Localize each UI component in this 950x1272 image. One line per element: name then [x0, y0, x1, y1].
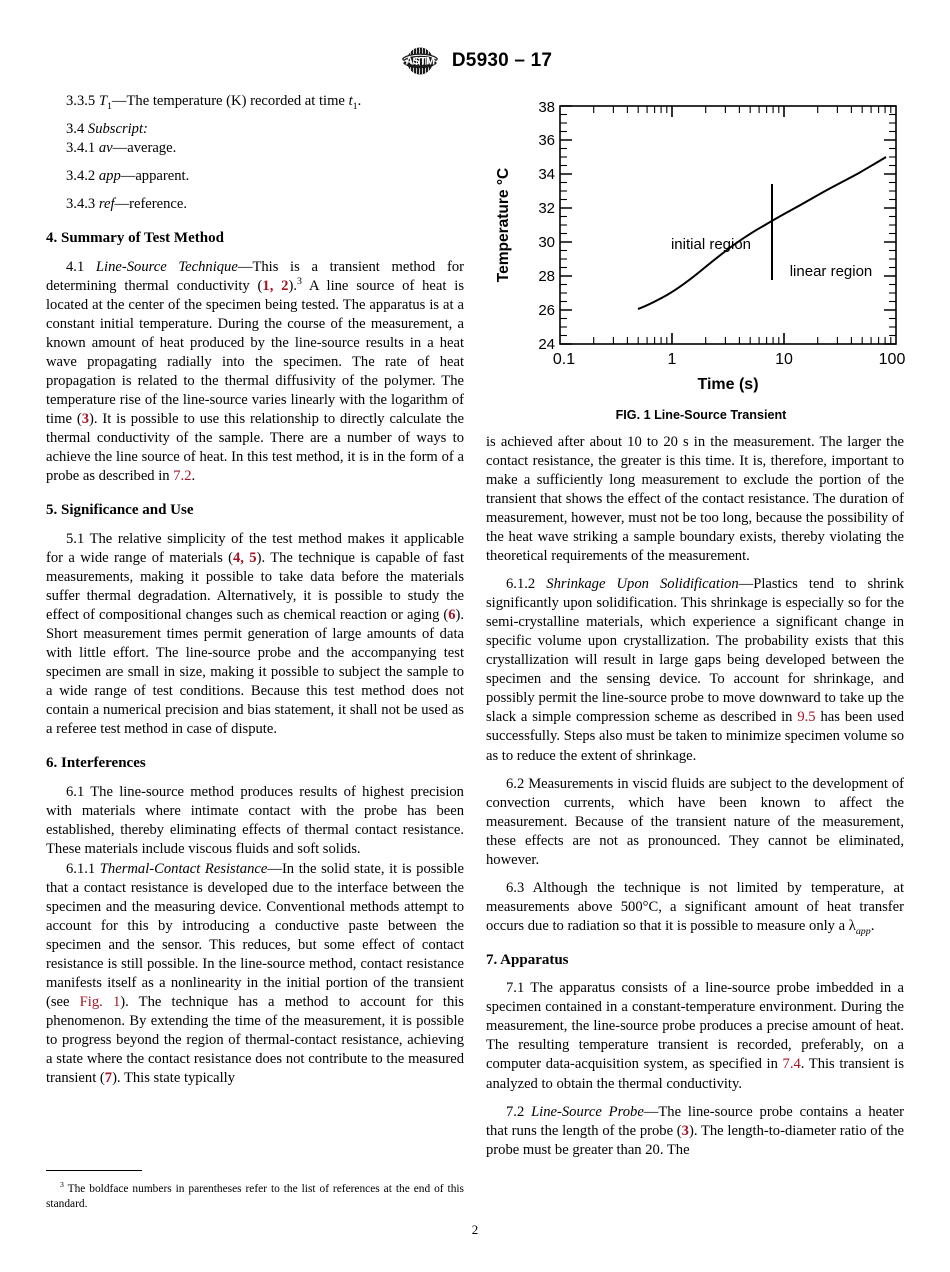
paragraph-text: ). — [288, 277, 297, 294]
paragraph-number: 3.4 — [66, 121, 88, 138]
paragraph-text: —average. — [112, 140, 177, 157]
paragraph-number: 6.3 — [506, 879, 533, 896]
paragraph-number: 7.2 — [506, 1103, 532, 1120]
svg-text:ASTM: ASTM — [405, 55, 435, 68]
paragraph-6-1-1 — [46, 860, 464, 1088]
paragraph-text: —The line-source probe contains a heater that runs the length of the probe ( — [486, 1103, 904, 1139]
paragraph-text: . This transient is analyzed to obtain the thermal conductivity. — [486, 1056, 904, 1092]
paragraph-text: —This is a transient method for determining thermal conductivity ( — [46, 258, 465, 294]
symbol-t-subscript: 1 — [352, 100, 358, 112]
paragraph-number: 3.3.5 — [66, 93, 99, 109]
footnote-text: The boldface numbers in parentheses refer to the list of references at the end of this standard. — [46, 1183, 464, 1210]
y-tick-labels — [538, 99, 555, 353]
paragraph-6-1-2 — [486, 575, 904, 765]
x-tick-labels — [553, 351, 906, 368]
paragraph-title: Shrinkage Upon Solidification — [546, 576, 739, 593]
section-heading-4: 4. Summary of Test Method — [46, 230, 224, 247]
svg-text:30: 30 — [538, 234, 555, 251]
paragraph-text: . — [191, 468, 196, 485]
footnote-separator — [46, 1170, 142, 1171]
svg-text:38: 38 — [538, 99, 555, 116]
paragraph-title: Line-Source Technique — [95, 258, 238, 275]
paragraph-text: Measurements in viscid fluids are subject to the development of convection currents, which have been known to affect the measurement. Because of the transient nature of the measurement, these effects are not as pronounced. They cannot be eliminated, however. — [486, 775, 905, 868]
term-av: av — [98, 140, 113, 157]
line-source-transient-chart — [486, 92, 916, 397]
paragraph-number: 6.1.2 — [506, 576, 547, 593]
reference-link-3[interactable]: 3 — [681, 1122, 689, 1139]
paragraph-6-2 — [486, 775, 904, 870]
paragraph-title: Subscript: — [87, 121, 148, 138]
left-text-column — [46, 92, 464, 1088]
footnote-number: 3 — [60, 1180, 64, 1190]
reference-link-4-5[interactable]: 4, 5 — [232, 549, 257, 566]
x-axis-title: Time (s) — [697, 376, 759, 393]
page-header — [0, 46, 950, 76]
figure-1 — [486, 92, 916, 422]
paragraph-text: The apparatus consists of a line-source probe imbedded in a specimen contained in a constant-temperature environment. During the measurement, the line-source probe produces a precise amount of heat. The resulting temperature transient is recorded, preferably, on a computer data-acquisition system, as specified in — [486, 980, 904, 1073]
paragraph-number: 3.4.1 — [66, 140, 99, 157]
svg-text:36: 36 — [538, 132, 555, 149]
paragraph-number: 6.1.1 — [66, 860, 100, 877]
paragraph-number: 5.1 — [66, 530, 90, 547]
cross-reference-7-4[interactable]: 7.4 — [782, 1056, 801, 1073]
symbol-t: t — [348, 93, 353, 109]
paragraph-number: 3.4.2 — [66, 168, 99, 185]
paragraph-text: ). The technique has a method to account for this phenomenon. By extending the time of the measurement, it is possible to progress beyond the region of thermal-contact resistance, achieving a state where the contact resistance does not contribute to the measured transient ( — [46, 993, 464, 1087]
svg-text:34: 34 — [538, 166, 555, 183]
paragraph-3-4-1 — [46, 139, 464, 158]
figure-caption: FIG. 1 Line-Source Transient — [615, 408, 787, 422]
paragraph-5-1 — [46, 530, 464, 739]
paragraph-3-4-3 — [46, 195, 464, 214]
astm-logo — [398, 46, 442, 76]
footnote-marker[interactable]: 3 — [296, 275, 302, 287]
paragraph-text-end: . — [357, 93, 362, 109]
svg-text:28: 28 — [538, 268, 555, 285]
term-app: app — [98, 168, 121, 185]
paragraph-number: 3.4.3 — [66, 196, 99, 213]
symbol-T-subscript: 1 — [106, 100, 112, 112]
paragraph-6-3 — [486, 879, 904, 936]
section-heading-7: 7. Apparatus — [486, 951, 569, 968]
right-text-column — [486, 433, 904, 1160]
paragraph-text: ). Short measurement times permit generation of large amounts of data with little effort. The line-source probe and the accompanying test specimen are small in size, making it possible to subject the sample to a wide range of test conditions. Because this test method does not contain a numerical precision and bias statement, it shall not be used as a referee test method in case of dispute. — [46, 606, 464, 737]
svg-text:100: 100 — [878, 351, 906, 368]
reference-link-3[interactable]: 3 — [81, 410, 89, 427]
y-axis-title: Temperature °C — [495, 167, 512, 283]
paragraph-text: The relative simplicity of the test method makes it applicable for a wide range of materials ( — [46, 530, 464, 566]
paragraph-3-4 — [46, 120, 464, 139]
section-heading-5: 5. Significance and Use — [46, 502, 194, 519]
chart-axes — [560, 106, 896, 344]
svg-text:1: 1 — [667, 351, 677, 368]
paragraph-text: has been used successfully. Steps also must be taken to minimize specimen volume so as to reduce the extent of shrinkage. — [486, 709, 904, 764]
reference-link-6[interactable]: 6 — [448, 606, 456, 623]
svg-text:26: 26 — [538, 302, 555, 319]
term-ref: ref — [98, 196, 115, 213]
paragraph-text: ). The length-to-diameter ratio of the probe must be greater than 20. The — [486, 1122, 904, 1158]
paragraph-text: —In the solid state, it is possible that a contact resistance is developed due to the interface between the specimen and the measuring device. Conventional methods attempt to account for this by introducing a conductive paste between the specimen and the sensor. This reduces, but some effect of contact resistance is still possible. In the line-source method, contact resistance manifests itself as a nonlinearity in the initial portion of the transient (see — [46, 860, 464, 1010]
paragraph-text: ). It is possible to use this relationship to directly calculate the thermal conductivity of the sample. There are a number of ways to achieve the line source of heat. In this test method, it is in the form of a probe as described in — [46, 410, 464, 485]
paragraph-text: —The temperature (K) recorded at time — [111, 93, 349, 109]
paragraph-text: A line source of heat is located at the center of the specimen being tested. The apparatus is at a constant initial temperature. During the course of the measurement, a known amount of heat produced by the line-source results in a heat wave propagating radially into the specimen. The rate of heat propagation is related to the thermal diffusivity of the polymer. The temperature rise of the line-source varies linearly with the logarithm of time ( — [46, 277, 464, 427]
paragraph-text: —Plastics tend to shrink significantly upon solidification. This shrinkage is especially so for the semi-crystalline materials, which experience a significant change in specific volume upon crystallization. The probability exists that this crystallization will result in large gaps being developed between the specimen and the sensing device. To account for shrinkage, and possibly permit the line-source probe to move downward to take up the slack a simple compression scheme as described in — [486, 576, 904, 726]
paragraph-title: Thermal-Contact Resistance — [99, 860, 268, 877]
paragraph-text: —reference. — [114, 196, 188, 213]
paragraph-number: 6.2 — [506, 775, 529, 792]
paragraph-6-1-1-continued: is achieved after about 10 to 20 s in the measurement. The larger the contact resistance, the greater is this time. It is, therefore, important to make a sufficiently long measurement to exclude the portion of the transient that shows the effect of the contact resistance. The duration of measurement, however, must not be too long, because the possibility of the heat wave striking a sample boundary exists, thereby violating the theoretical requirements of the measurement. — [486, 434, 904, 565]
paragraph-title: Line-Source Probe — [531, 1103, 644, 1120]
paragraph-7-1 — [486, 979, 904, 1093]
page-number: 2 — [471, 1222, 479, 1237]
footnote-3 — [46, 1182, 464, 1211]
paragraph-3-4-2 — [46, 167, 464, 186]
footnote-block — [46, 1182, 464, 1211]
paragraph-number: 7.1 — [506, 980, 531, 997]
paragraph-text: Although the technique is not limited by temperature, at measurements above 500°C, a significant amount of heat transfer occurs due to radiation so that it is possible to measure only a λ — [486, 879, 904, 934]
svg-text:10: 10 — [775, 351, 793, 368]
paragraph-text: . — [870, 917, 875, 934]
paragraph-3-3-5 — [46, 92, 464, 111]
reference-link-1-2[interactable]: 1, 2 — [262, 277, 289, 294]
paragraph-text: —apparent. — [120, 168, 190, 185]
svg-text:0.1: 0.1 — [552, 351, 576, 368]
svg-text:32: 32 — [538, 200, 555, 217]
lambda-subscript-app: app — [855, 925, 871, 937]
annotation-linear-region: linear region — [789, 263, 873, 280]
section-heading-6: 6. Interferences — [46, 755, 146, 771]
paragraph-number: 6.1 — [66, 783, 91, 800]
paragraph-6-1 — [46, 783, 464, 859]
cross-reference-9-5[interactable]: 9.5 — [797, 709, 816, 726]
paragraph-7-2 — [486, 1103, 904, 1160]
paragraph-4-1 — [46, 258, 464, 486]
cross-reference-7-2[interactable]: 7.2 — [173, 468, 192, 485]
paragraph-number: 4.1 — [66, 258, 96, 275]
annotation-initial-region: initial region — [670, 236, 752, 253]
svg-text:24: 24 — [538, 336, 555, 353]
symbol-T: T — [98, 93, 107, 109]
paragraph-text: ). The technique is capable of fast measurements, making it possible to take data before the materials suffer thermal degradation. Alternatively, it is possible to study the effect of compositional changes such as chemical reaction or aging ( — [46, 549, 465, 623]
document-designation: D5930 – 17 — [451, 50, 553, 71]
reference-link-7[interactable]: 7 — [104, 1070, 113, 1087]
paragraph-text: ). This state typically — [112, 1070, 236, 1087]
cross-reference-fig-1[interactable]: Fig. 1 — [79, 993, 121, 1010]
paragraph-text: The line-source method produces results of highest precision with materials where intimate contact with the probe has been established, thereby eliminating effects of thermal contact resistance. These materials include viscous fluids and soft solids. — [46, 783, 464, 857]
